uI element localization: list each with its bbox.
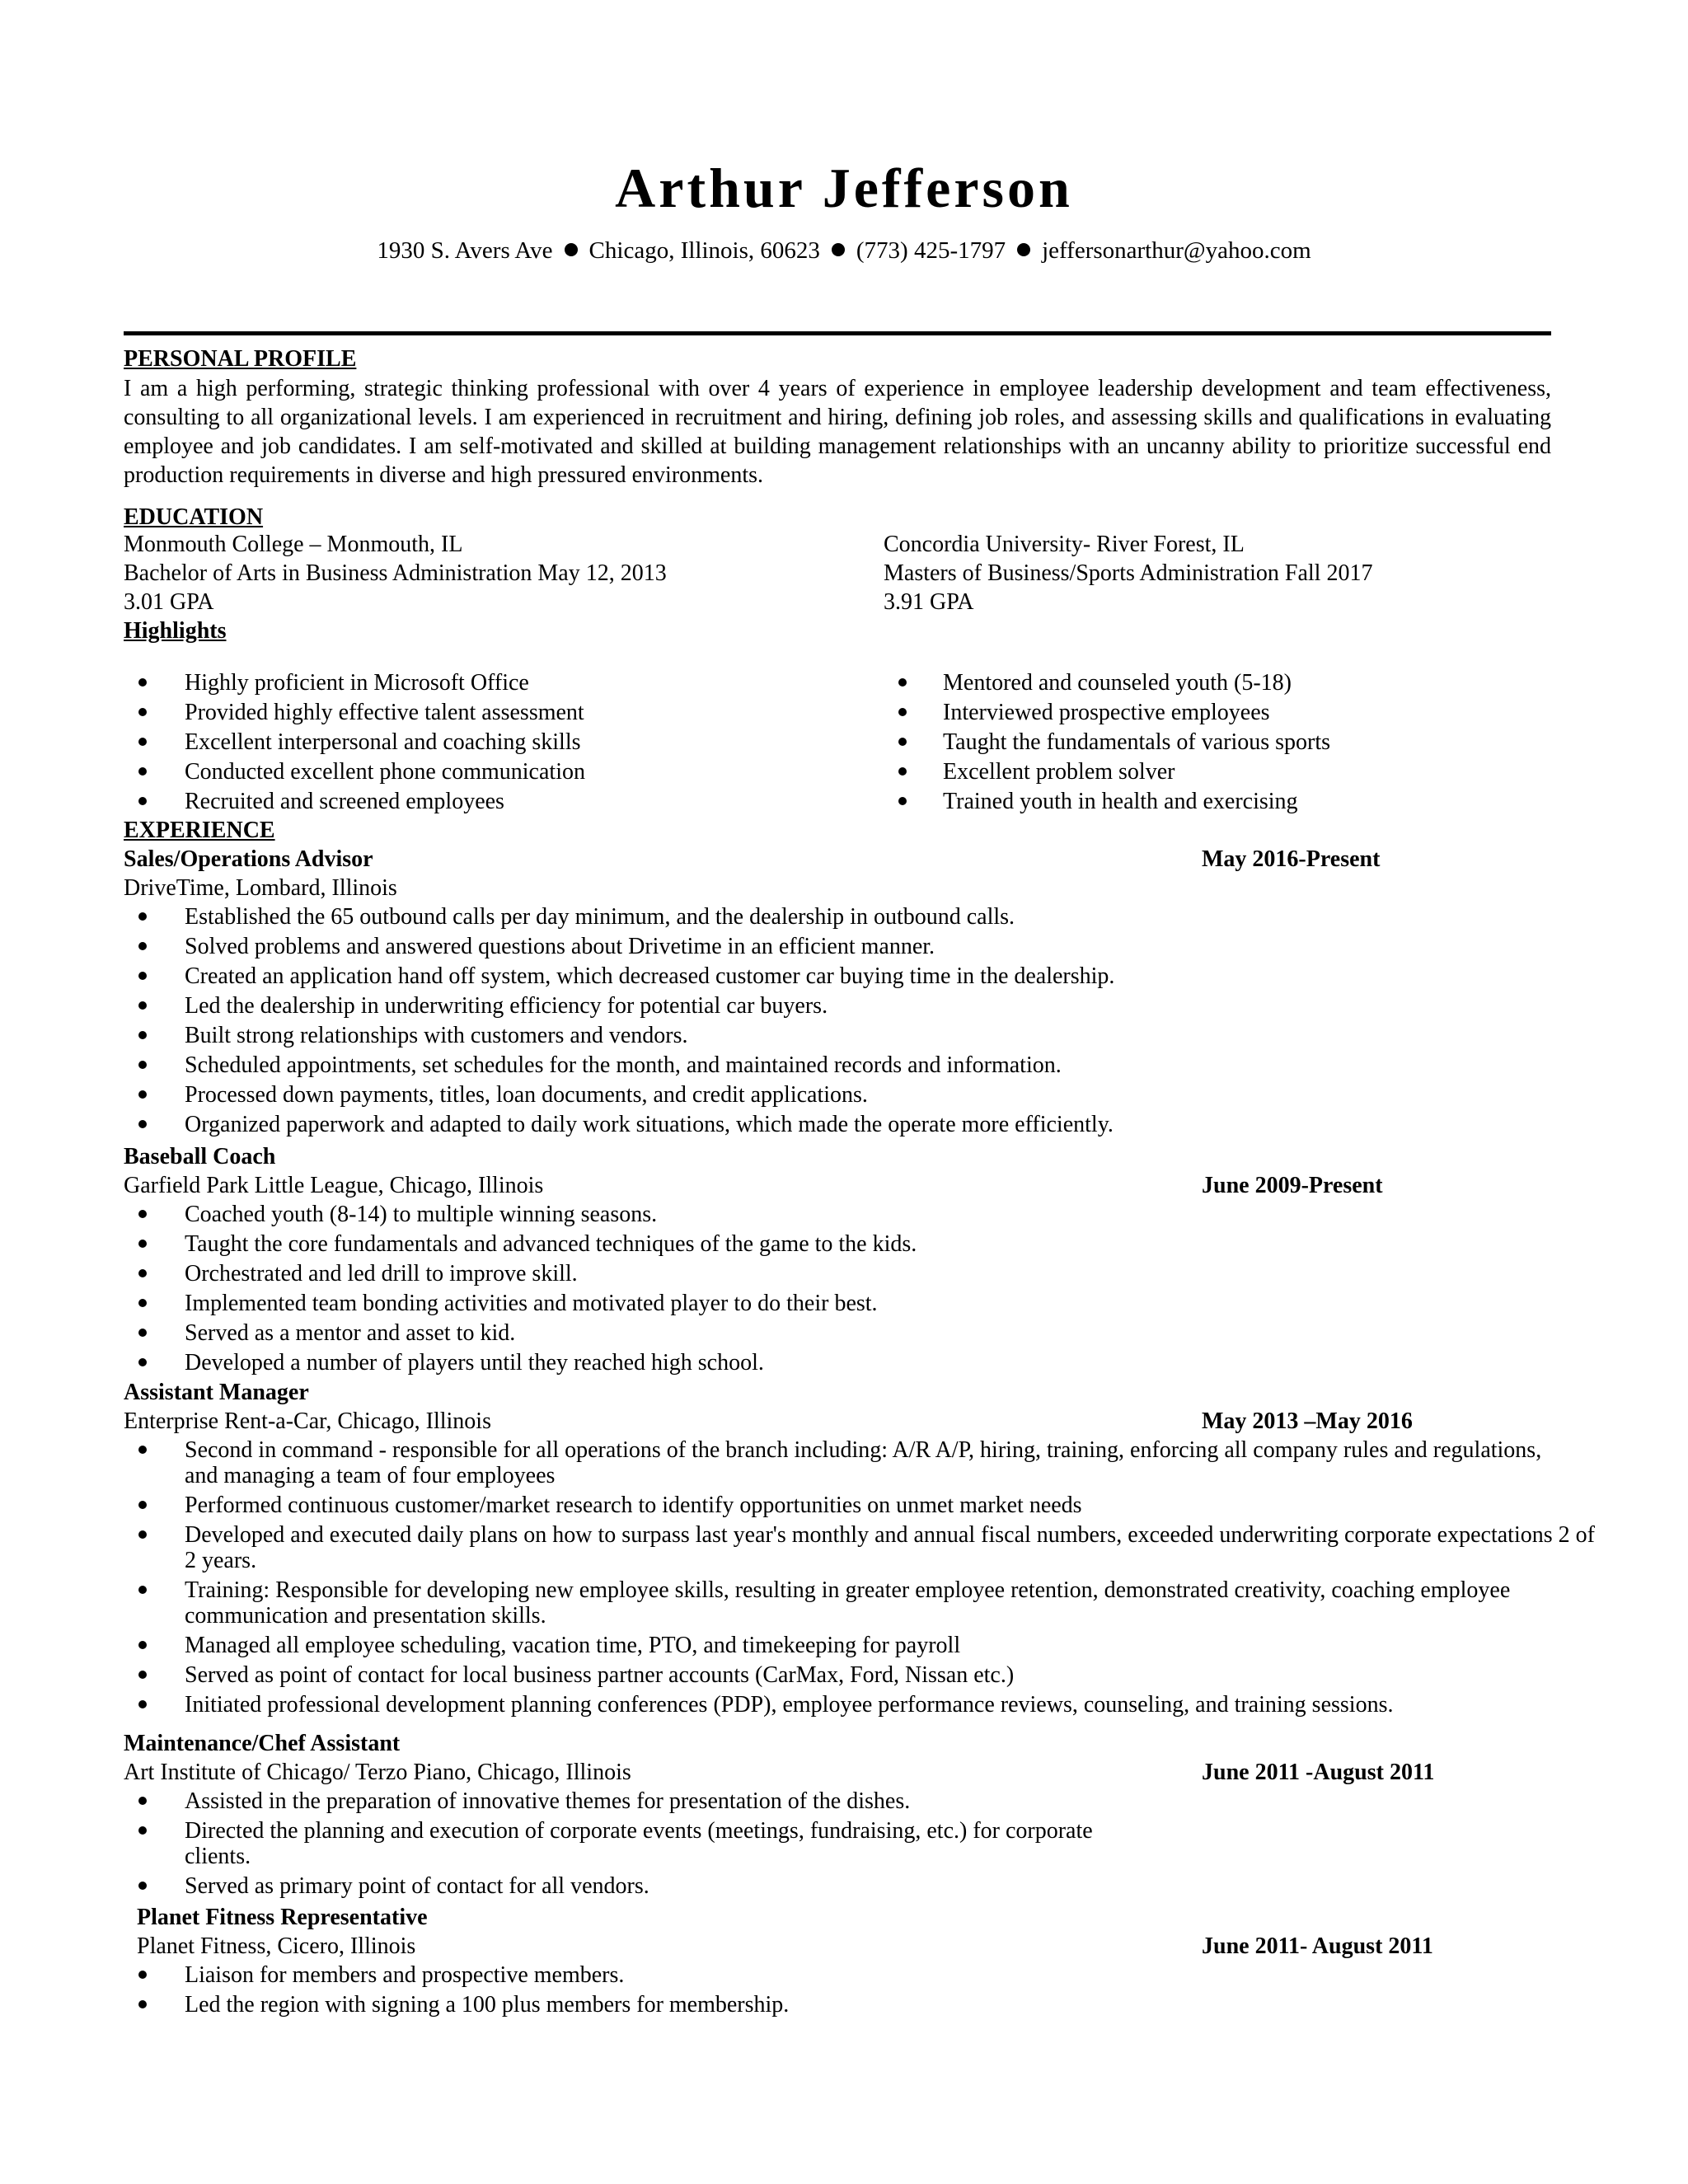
job-dates: May 2013 –May 2016 bbox=[1202, 1408, 1413, 1434]
job-company: Planet Fitness, Cicero, Illinois bbox=[137, 1933, 416, 1959]
bullet-text: clients. bbox=[185, 1844, 251, 1869]
job-title: Planet Fitness Representative bbox=[137, 1905, 428, 1930]
bullet-icon bbox=[138, 1671, 147, 1679]
bullet-icon bbox=[138, 708, 147, 716]
bullet-icon bbox=[138, 1826, 147, 1835]
bullet-text: Initiated professional development planning conferences (PDP), employee performance reviews, counseling, and training sessions. bbox=[185, 1692, 1394, 1718]
bullet-text: Developed a number of players until they reached high school. bbox=[185, 1350, 764, 1376]
bullet-icon bbox=[138, 1090, 147, 1099]
bullet-text: and managing a team of four employees bbox=[185, 1463, 556, 1488]
bullet-text: Directed the planning and execution of corporate events (meetings, fundraising, etc.) for corporate bbox=[185, 1818, 1093, 1844]
bullet-text: Led the region with signing a 100 plus members for membership. bbox=[185, 1992, 790, 2018]
job-company bbox=[124, 1758, 631, 1787]
phone: (773) 425-1797 bbox=[856, 237, 1006, 264]
school-left: Monmouth College – Monmouth, IL bbox=[124, 532, 463, 557]
bullet-icon bbox=[138, 1358, 147, 1366]
job-company: DriveTime, Lombard, Illinois bbox=[124, 875, 397, 901]
bullet-icon bbox=[138, 1299, 147, 1307]
bullet-icon bbox=[898, 767, 907, 776]
bullet-text: communication and presentation skills. bbox=[185, 1603, 546, 1629]
bullet-text: Established the 65 outbound calls per day minimum, and the dealership in outbound calls. bbox=[185, 904, 1015, 930]
bullet-text: Implemented team bonding activities and motivated player to do their best. bbox=[185, 1291, 878, 1316]
bullet-text: Built strong relationships with customers and vendors. bbox=[185, 1023, 688, 1048]
bullet-icon bbox=[138, 1586, 147, 1594]
job-company: Enterprise Rent-a-Car, Chicago, Illinois bbox=[124, 1408, 491, 1434]
bullet-text: Served as point of contact for local business partner accounts (CarMax, Ford, Nissan etc.) bbox=[185, 1662, 1015, 1688]
bullet-icon bbox=[138, 1240, 147, 1248]
bullet-icon bbox=[898, 708, 907, 716]
bullet-icon bbox=[138, 1210, 147, 1218]
bullet-text: Managed all employee scheduling, vacation time, PTO, and timekeeping for payroll bbox=[185, 1633, 961, 1658]
resume-name: Arthur Jefferson bbox=[615, 157, 1073, 219]
bullet-text: Created an application hand off system, which decreased customer car buying time in the dealership. bbox=[185, 963, 1115, 989]
bullet-icon bbox=[898, 797, 907, 805]
job-dates: June 2011 -August 2011 bbox=[1202, 1760, 1435, 1785]
bullet-text: Recruited and screened employees bbox=[185, 789, 504, 814]
bullet-text: Conducted excellent phone communication bbox=[185, 759, 585, 785]
bullet-text: Excellent problem solver bbox=[943, 759, 1175, 785]
bullet-icon bbox=[138, 1797, 147, 1805]
gpa-right: 3.91 GPA bbox=[884, 589, 974, 615]
company-name: Art Institute of Chicago/ Terzo Piano bbox=[124, 1760, 467, 1785]
education-heading: EDUCATION bbox=[124, 504, 264, 530]
bullet-icon bbox=[138, 912, 147, 921]
bullet-icon bbox=[138, 1641, 147, 1649]
bullet-text: Taught the core fundamentals and advanced techniques of the game to the kids. bbox=[185, 1231, 917, 1257]
school-right: Concordia University- River Forest, IL bbox=[884, 532, 1245, 557]
bullet-icon bbox=[138, 1061, 147, 1069]
job-title: Sales/Operations Advisor bbox=[124, 846, 373, 872]
bullet-text: Training: Responsible for developing new employee skills, resulting in greater employee retention, demonstrated creativity, coaching employee bbox=[185, 1577, 1511, 1603]
profile-text: I am a high performing, strategic thinking professional with over 4 years of experience in employee leadership development and team effectiveness, consulting to all organizational levels. I am experienced in recruitment and hiring, defining job roles, and assessing skills and qualifications in evaluating employee and job candidates. I am self-motivated and skilled at building management relationships with an uncanny ability to prioritize successful end production requirements in diverse and high pressured environments. bbox=[124, 376, 1551, 488]
bullet-text: Served as primary point of contact for all vendors. bbox=[185, 1873, 649, 1899]
bullet-dot-icon bbox=[1017, 243, 1030, 256]
bullet-text: Mentored and counseled youth (5-18) bbox=[943, 670, 1292, 696]
gpa-left: 3.01 GPA bbox=[124, 589, 214, 615]
bullet-icon bbox=[138, 1001, 147, 1010]
highlights-heading: Highlights bbox=[124, 618, 227, 644]
city: Chicago, Illinois, 60623 bbox=[588, 237, 820, 264]
bullet-text: Solved problems and answered questions about Drivetime in an efficient manner. bbox=[185, 934, 935, 959]
profile-heading: PERSONAL PROFILE bbox=[124, 346, 357, 372]
degree-right: Masters of Business/Sports Administration Fall 2017 bbox=[884, 560, 1373, 586]
bullet-icon bbox=[138, 1446, 147, 1454]
experience-heading: EXPERIENCE bbox=[124, 818, 275, 843]
bullet-icon bbox=[138, 1329, 147, 1337]
company-location-separator: , Chicago, Illinois bbox=[466, 1760, 631, 1785]
bullet-icon bbox=[138, 738, 147, 746]
bullet-icon bbox=[138, 678, 147, 687]
bullet-icon bbox=[898, 678, 907, 687]
bullet-text: Liaison for members and prospective members. bbox=[185, 1962, 625, 1988]
job-dates: June 2009-Present bbox=[1202, 1173, 1383, 1198]
bullet-text: Processed down payments, titles, loan documents, and credit applications. bbox=[185, 1082, 868, 1108]
bullet-text: Coached youth (8-14) to multiple winning seasons. bbox=[185, 1202, 658, 1227]
bullet-icon bbox=[898, 738, 907, 746]
bullet-text: Interviewed prospective employees bbox=[943, 700, 1270, 725]
email: jeffersonarthur@yahoo.com bbox=[1042, 237, 1311, 264]
bullet-icon bbox=[138, 1530, 147, 1539]
bullet-text: Provided highly effective talent assessment bbox=[185, 700, 584, 725]
bullet-icon bbox=[138, 1269, 147, 1277]
bullet-icon bbox=[138, 1120, 147, 1128]
bullet-icon bbox=[138, 1882, 147, 1890]
bullet-text: Orchestrated and led drill to improve skill. bbox=[185, 1261, 578, 1286]
bullet-icon bbox=[138, 972, 147, 980]
address: 1930 S. Avers Ave bbox=[377, 237, 553, 264]
bullet-text: Taught the fundamentals of various sports bbox=[943, 729, 1331, 755]
bullet-text: Second in command - responsible for all operations of the branch including: A/R A/P, hiring, training, enforcing all company rules and regulations, bbox=[185, 1437, 1542, 1463]
bullet-icon bbox=[138, 1700, 147, 1708]
bullet-icon bbox=[138, 797, 147, 805]
job-company: Garfield Park Little League, Chicago, Illinois bbox=[124, 1173, 544, 1198]
degree-left: Bachelor of Arts in Business Administration May 12, 2013 bbox=[124, 560, 667, 586]
bullet-text: Trained youth in health and exercising bbox=[943, 789, 1298, 814]
bullet-text: Assisted in the preparation of innovative themes for presentation of the dishes. bbox=[185, 1788, 911, 1814]
contact-line bbox=[0, 236, 1688, 265]
bullet-text: Performed continuous customer/market research to identify opportunities on unmet market needs bbox=[185, 1493, 1082, 1518]
bullet-icon bbox=[138, 942, 147, 950]
bullet-dot-icon bbox=[565, 243, 578, 256]
job-dates: May 2016-Present bbox=[1202, 846, 1381, 872]
bullet-text: Developed and executed daily plans on how to surpass last year's monthly and annual fiscal numbers, exceeded underwriting corporate expectations 2 of bbox=[185, 1522, 1595, 1548]
job-title: Assistant Manager bbox=[124, 1380, 309, 1405]
bullet-icon bbox=[138, 1031, 147, 1039]
bullet-text: Excellent interpersonal and coaching skills bbox=[185, 729, 581, 755]
job-dates: June 2011- August 2011 bbox=[1202, 1933, 1433, 1959]
bullet-dot-icon bbox=[832, 243, 845, 256]
bullet-icon bbox=[138, 1501, 147, 1509]
bullet-text: Highly proficient in Microsoft Office bbox=[185, 670, 529, 696]
bullet-text: Scheduled appointments, set schedules for the month, and maintained records and information. bbox=[185, 1052, 1062, 1078]
bullet-icon bbox=[138, 1971, 147, 1979]
bullet-text: Organized paperwork and adapted to daily work situations, which made the operate more efficiently. bbox=[185, 1112, 1114, 1137]
bullet-text: 2 years. bbox=[185, 1548, 257, 1573]
bullet-icon bbox=[138, 767, 147, 776]
job-title: Maintenance/Chef Assistant bbox=[124, 1731, 401, 1756]
bullet-text: Led the dealership in underwriting efficiency for potential car buyers. bbox=[185, 993, 828, 1019]
bullet-icon bbox=[138, 2000, 147, 2008]
bullet-text: Served as a mentor and asset to kid. bbox=[185, 1320, 516, 1346]
job-title: Baseball Coach bbox=[124, 1144, 276, 1169]
header-divider bbox=[124, 331, 1551, 335]
